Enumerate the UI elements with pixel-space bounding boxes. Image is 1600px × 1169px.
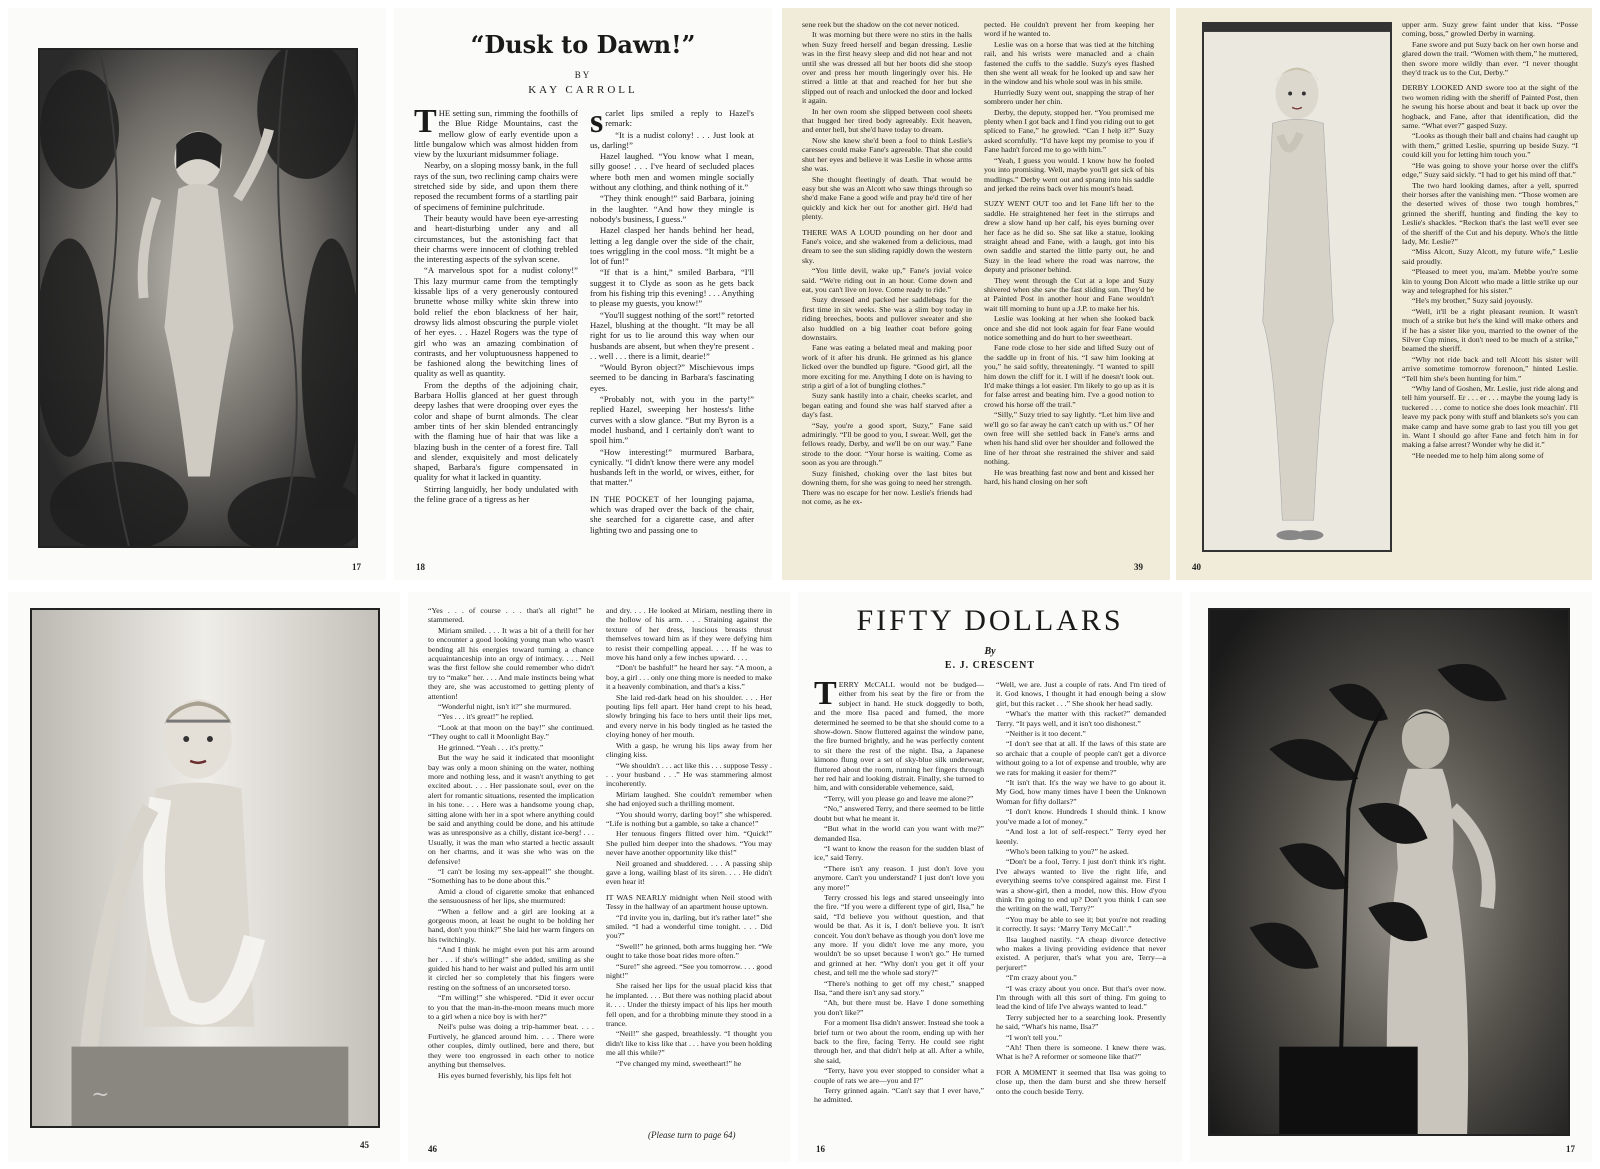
paragraph: “I don't see that at all. If the laws of this state are so archaic that a couple of people can't get a divorce without going to a lot of expense and trouble, why are we rats for making it easier for them?” [996, 739, 1166, 777]
paragraph: “No,” answered Terry, and there seemed to be little doubt but what he meant it. [814, 804, 984, 823]
paragraph: “Silly,” Suzy tried to say lightly. “Let him live and we'll go so far away he can't catch up with us.” Of her own free will she settled back in Fane's arms and when his hand slid over her shoulder and followed the line of her throat she restrained the shiver and said nothing. [984, 410, 1154, 467]
paragraph: “It is a nudist colony! . . . Just look at us, darling!” [590, 129, 754, 150]
paragraph: “You should worry, darling boy!” she whispered. “Life is nothing but a gamble, so take a chance!” [606, 809, 772, 828]
paragraph: Suzy dressed and packed her saddlebags for the first time in six weeks. She was a slim boy today in riding breeches, boots and pullover sweater and she also huddled on a big leather coat before going downstairs. [802, 295, 972, 342]
paragraph: “Yes . . . it's great!” he replied. [438, 712, 534, 722]
paragraph: The two hard looking dames, after a yell, spurred their horses after the vanishing men. “Those women are the deserted wives of those two tough hombres,” grinned the sheriff, hunting and finding the key to Leslie's shackles. “Reckon that's the last we'll ever see of the sheriff of the Cut and his deputy. Who's the little lady, Mr. Leslie?” [1402, 180, 1578, 246]
paragraph: IN THE POCKET of her lounging pajama, which was draped over the back of the chair, she searched for a cigarette case, and after lighting two and passing one to [590, 493, 754, 535]
paragraph: “Miss Alcott, Suzy Alcott, my future wife,” Leslie said proudly. [1402, 247, 1578, 266]
paragraph: Miriam smiled. . . . It was a bit of a thrill for her to encounter a good looking young man who wasn't bending all his energies toward turning a chance acquaintanceship into an orgy of intimacy. . . . Neil was the first fellow she could remember who didn't try to “make” her. . . . And male instincts being what they are, she was accustomed to getting plenty of attention! [428, 625, 594, 701]
paragraph: Fane rode close to her side and lifted Suzy out of the saddle up in front of his. “I saw him looking at you,” he said softly, threateningly. “I wanted to spill him down the cliff for it. I will if he doesn't look out. It'd make things a lot easier. I'm likely to go up as it is for false arrest and beating him. I've a good notion to crowd his horse off the trail.” [984, 343, 1154, 409]
paragraph: “And lost a lot of self-respect.” Terry eyed her keenly. [996, 827, 1166, 846]
paragraph: “Ah, but there must be. Have I done something you don't like?” [814, 998, 984, 1017]
paragraph: Hazel laughed. “You know what I mean, silly goose! . . . I've heard of secluded places where both men and women mingle socially without any clothing, and think nothing of it.” [590, 151, 754, 193]
paragraph: “Terry, have you ever stopped to consider what a couple of rats we are—you and I?” [814, 1066, 984, 1085]
byline-by: By [984, 646, 996, 657]
paragraph: “Would Byron object?” Mischievous imps seemed to be dancing in Barbara's fascinating eyes. [590, 362, 754, 393]
paragraph: His eyes burned feverishly, his lips felt hot [438, 1070, 572, 1080]
paragraph: But the way he said it indicated that moonlight bay was only a moon shining on the water, nothing more and nothing less, and it wasn't anything to get excited about. . . . Her passionate soul, ever on the alert for romantic situations, resented the implication in his tone. . . . Here was a handsome young chap, sitting alone with her in a spot where anything could be said and anything could be done, and his attitude was as unresponsive as a chilly, distant ice-berg! . . . Usually, it was the man who started a hectic assault on her charms, and it was she who was on the defensive! [428, 753, 594, 866]
paragraph: “You'll suggest nothing of the sort!” retorted Hazel, blushing at the thought. “It may be all right for us to lie around this way when our husbands are absent, but when they're present . . . well . . . there is a limit, dearie!” [590, 309, 754, 361]
story-title: FIFTY DOLLARS [856, 604, 1124, 637]
story-title: “Dusk to Dawn!” [470, 30, 696, 59]
paragraph: “Yes . . . of course . . . that's all right!” he stammered. [428, 606, 594, 625]
paragraph: They went through the Cut at a lope and Suzy shivered when she saw the fast sliding sun. They'd be at Painted Post in another hour and Fane wouldn't wait till morning to hunt up a J.P. to make her his. [984, 275, 1154, 313]
paragraph: THE setting sun, rimming the foothills of the Blue Ridge Mountains, cast the mellow glow of early eventide upon a little bungalow which was almost hidden from view by the luxuriant midsummer foliage. [414, 108, 578, 160]
paragraph: “If that is a hint,” smiled Barbara, “I'll suggest it to Clyde as soon as he gets back from his fishing trip this evening! . . . Anything to please my guests, you know!” [590, 267, 754, 309]
paragraph: Neil's pulse was doing a trip-hammer beat. . . . Furtively, he glanced around him. . . . There were other couples, dimly outlined, here and there, but they were too engrossed in each other to notice anything but themselves. [428, 1022, 594, 1070]
paragraph: Fane swore and put Suzy back on her own horse and glared down the trail. “Women with them,” he muttered, then swore more wildly than ever. “I never thought they'd track us to the Cut, Derby.” [1402, 39, 1578, 78]
paragraph: Leslie was on a horse that was tied at the hitching rail, and his wrists were manacled and a chain fastened the cuffs to the saddle. Suzy's eyes flashed then she went all weak for he looked up and saw her in the window and his whole soul was in his smile. [984, 39, 1154, 87]
paragraph: “Ah! Then there is someone. I knew there was. What is he? A reformer or someone like that?” [996, 1043, 1166, 1062]
page-number: 16 [816, 1144, 825, 1154]
article-columns [802, 20, 1154, 555]
paragraph: Derby, the deputy, stopped her. “You promised me plenty when I got back and I find you riding out to get spliced to Fane,” he growled. “Can I help it?” Suzy asked scornfully. “I'd have kept my promise to you if Fane hadn't forced me to go with him.” [984, 107, 1154, 155]
paragraph: Hazel clasped her hands behind her head, letting a leg dangle over the side of the chair, toes wriggling in the cool moss. “It might be a lot of fun!” [590, 225, 754, 267]
paragraph: “A marvelous spot for a nudist colony!” This lazy murmur came from the temptingly kissable lips of a very generously contoured brunette whose milky white skin threw into bold relief the ebon blackness of her hair, drowsy lids almost obscuring the purple violet of her eyes. . . Hazel Rogers was the type of girl who was an amazing combination of contrasts, and her voluptuousness happened to be fashioned along the bewitching lines of quality as well as quantity. [414, 265, 578, 379]
paragraph: “Look at that moon on the bay!” she continued. “They ought to call it Moonlight Bay.” [428, 722, 594, 742]
paragraph: “And I think he might even put his arm around her . . . if she's willing!” she added, smiling as she guided his hand to her waist and pulled his arm until it circled her so completely that his fingers were resting on the softness of an uncorseted torso. [428, 945, 594, 992]
page-16-fifty-dollars [798, 592, 1182, 1162]
paragraph: “I can't be losing my sex-appeal!” she thought. “Something has to be done about this.” [428, 866, 594, 886]
paragraph: SUZY WENT OUT too and let Fane lift her to the saddle. He straightened her feet in the stirrups and drew a slow hand up her calf, his eyes burning over her face as he did so. She sat like a statue, looking straight ahead and Fane, with a laugh, got into his own saddle and started the little party out, he and Suzy in the lead where the road was narrow, the deputy and prisoner behind. [984, 199, 1154, 275]
page-number: 18 [416, 562, 425, 572]
paragraph: Amid a cloud of cigarette smoke that enhanced the sensuousness of her lips, she murmured: [428, 886, 594, 906]
paragraph: “He was going to shove your horse over the cliff's edge,” Suzy said sickly. “I had to get his mind off that.” [1402, 160, 1578, 180]
paragraph: She raised her lips for the usual placid kiss that he implanted. . . . But there was nothing placid about it. . . . Under the thirsty impact of his lips her mouth fell open, and for a throbbing minute they stood in a trance. [606, 981, 772, 1029]
column-1 [1402, 20, 1578, 555]
paragraph: It was morning but there were no stirs in the halls when Suzy freed herself and began dressing. Leslie was in the first heavy sleep and did not hear and not until she was dressed all but her boots did she stoop over and press her mouth lingeringly over his. He stirred a little at that and reached for her but she slipped out of reach and unlocked the door and locked it again. [802, 30, 972, 106]
page-number: 46 [428, 1144, 437, 1154]
paragraph: From the depths of the adjoining chair, Barbara Hollis glanced at her guest through deepy lashes that were drooping over eyes the color and shape of burnt almonds. The clear amber tints of her skin blended entrancingly with the flaming hue of hair that was like a blazing bush in the center of a forest fire. Tall and slender, exquisitely and most delicately shaped, Barbara's figure compensated in quality for what it lacked in quantity. [414, 379, 578, 483]
author-name: E. J. CRESCENT [944, 660, 1036, 671]
page-number: 17 [1566, 1144, 1575, 1154]
byline-by: BY [574, 70, 592, 80]
paragraph: “He's my brother,” Suzy said joyously. [1412, 296, 1533, 306]
paragraph: Stirring languidly, her body undulated with the feline grace of a tigress as her [414, 483, 578, 504]
paragraph: For a moment Ilsa didn't answer. Instead she took a brief turn or two about the room, ending up with her back to the fire, facing Terry. He could see right through her, and that didn't help at all. After a while, she said, [814, 1018, 984, 1065]
column-2 [996, 680, 1166, 1135]
paragraph: “There isn't any reason. I just don't love you anymore. Can't you understand? I just don't love you any more!” [814, 863, 984, 892]
paragraph: and dry. . . . He looked at Miriam, nestling there in the hollow of his arm. . . . Straining against the texture of her dress, luscious breasts thrust themselves toward him as if they were defying him to resist their compelling appeal. . . . If he was to move his hand only a few inches upward. . . . [606, 606, 772, 663]
page-number: 17 [352, 562, 361, 572]
column-2 [984, 20, 1154, 555]
page-40 [1176, 8, 1592, 580]
paragraph: pected. He couldn't prevent her from keeping her word if he wanted to. [984, 20, 1154, 39]
paragraph: Ilsa laughed nastily. “A cheap divorce detective who makes a living providing evidence that never existed. A perjurer, that's what you are, Terry—a perjurer!” [996, 934, 1166, 972]
paragraph: “We shouldn't . . . act like this . . . suppose Tessy . . . your husband . . .” He was stammering almost incoherently. [606, 760, 772, 789]
column-1 [814, 680, 984, 1135]
photo-woman-with-feather-boa [30, 608, 380, 1128]
paragraph: “I want to know the reason for the sudden blast of ice,” said Terry. [814, 843, 984, 863]
paragraph: sene reek but the shadow on the cot never noticed. [802, 20, 960, 29]
paragraph: She laid red-dark head on his shoulder. . . . Her pouting lips fell apart. Her hand crept to his head, slowly bringing his face to hers until their lips met, and every nerve in his body tingled as he tasted the cloying honey of her mouth. [606, 692, 772, 740]
paragraph: “Say, you're a good sport, Suzy,” Fane said admiringly. “I'll be good to you, I swear. Well, get the fellows ready, Derby, and we'll be on our way.” Fane strode to the door. “Your horse is waiting. Come as soon as you are through.” [802, 420, 972, 468]
page-number: 40 [1192, 562, 1201, 572]
paragraph: “You little devil, wake up,” Fane's jovial voice said. “We're riding out in an hour. Come down and eat, you can't live on love. Come ready to ride.” [802, 266, 972, 294]
page-18-dusk-to-dawn [394, 8, 772, 580]
page-45-photo [8, 592, 400, 1162]
article-columns [1402, 20, 1578, 555]
paragraph: “What's the matter with this racket?” demanded Terry. “It pays well, and it isn't too dishonest.” [996, 709, 1166, 728]
svg-text:~: ~ [91, 1082, 110, 1108]
paragraph: “Well, we are. Just a couple of rats. And I'm tired of it. God knows, I thought it had enough being a slow girl, but this racket . . .” She shook her head sadly. [996, 680, 1166, 708]
paragraph: “Swell!” he grinned, both arms hugging her. “We ought to take those boat rides more often.” [606, 941, 772, 961]
paragraph: “Don't be bashful!” he heard her say. “A moon, a boy, a girl . . . only one thing more is needed to make it a heavenly combination, and that's a kiss.” [606, 663, 772, 692]
paragraph: “Pleased to meet you, ma'am. Mebbe you're some kin to young Don Alcott who made a little strike up our way and telegraphed for his sister.” [1402, 267, 1578, 295]
continued-note: (Please turn to page 64) [648, 1130, 736, 1140]
page-number: 39 [1134, 562, 1143, 572]
paragraph: “I won't tell you.” [1006, 1032, 1062, 1042]
paragraph: DERBY LOOKED AND swore too at the sight of the two women riding with the sheriff of Painted Post, then he swung his horse about and beat it back up over the hogback, and Fane, after that identification, did the same. “What ever?” gasped Suzy. [1402, 83, 1578, 131]
column-2 [590, 108, 754, 553]
paragraph: “Well, it'll be a right pleasant reunion. It wasn't much of a strike but he's the kind will make others and if he has a sister like you, married to the owner of the Silver Cup mines, it don't need to be much of a strike,” beamed the sheriff. [1402, 306, 1578, 354]
paragraph: “You may be able to see it; but you're not reading it correctly. It says: ‘Marry Terry McCall’.” [996, 914, 1166, 934]
paragraph: Terry grinned again. “Can't say that I ever have,” he admitted. [814, 1086, 984, 1105]
paragraph: “Who's been talking to you?” he asked. [1006, 846, 1129, 856]
paragraph: “There's nothing to get off my chest,” snapped Ilsa, “and there isn't any sad story.” [814, 978, 984, 997]
paragraph: Leslie was looking at her when she looked back once and she did not look again for fear Fane would notice something and do hurt to her sweetheart. [984, 314, 1154, 342]
column-1 [802, 20, 972, 555]
paragraph: upper arm. Suzy grew faint under that kiss. “Posse coming, boss,” growled Derby in warning. [1402, 20, 1578, 39]
paragraph: “But what in the world can you want with me?” demanded Ilsa. [814, 824, 984, 843]
paragraph: “I'm willing!” she whispered. “Did it ever occur to you that the man-in-the-moon means much more to a girl when a nice boy is with her?” [428, 993, 594, 1022]
paragraph: Her tenuous fingers flitted over him. “Quick!” She pulled him deeper into the shadows. “You may never have another opportunity like this!” [606, 829, 772, 858]
paragraph: “Looks as though their ball and chains had caught up with them,” gritted Leslie, spurring up beside Suzy. “I could kill you for letting him touch you.” [1402, 131, 1578, 160]
article-columns [428, 606, 772, 1126]
paragraph: “Neither is it too decent.” [1006, 729, 1086, 739]
column-2 [606, 606, 772, 1126]
paragraph: “Neil!” she gasped, breathlessly. “I thought you didn't like to kiss like that . . . have you been holding me all this while?” [606, 1029, 772, 1058]
paragraph: Their beauty would have been eye-arresting and heart-disturbing under any and all circumstances, but the astonishing fact that their charms were innocent of clothing trebled the interesting aspects of the sylvan scene. [414, 212, 578, 265]
paragraph: “Probably not, with you in the party!” replied Hazel, sweeping her hostess's lithe curves with a slow glance. “But my Byron is a model husband, and I certainly don't want to spoil him.” [590, 394, 754, 446]
paragraph: “They think enough!” said Barbara, joining in the laughter. “And how they mingle is nobody's business, I guess.” [590, 193, 754, 224]
paragraph: “Sure!” she agreed. “See you tomorrow. . . . good night!” [606, 961, 772, 981]
paragraph: In her own room she slipped between cool sheets that hugged her tired body agreeably. Exit heaven, and enter hell, but she'd have today to dream. [802, 106, 972, 135]
photo-woman-in-foliage [38, 48, 358, 548]
paragraph: He grinned. “Yeah . . . it's pretty.” [438, 742, 544, 752]
author-name: KAY CARROLL [528, 84, 638, 96]
paragraph: scarlet lips smiled a reply to Hazel's remark: [590, 108, 754, 140]
article-columns [414, 108, 754, 553]
page-17-plant-photo [1190, 592, 1592, 1162]
paragraph: Hurriedly Suzy went out, snapping the strap of her sombrero under her chin. [984, 87, 1154, 107]
paragraph: “I was crazy about you once. But that's over now. I'm through with all this sort of thing. I'm going to lead the kind of life I've always wanted to lead.” [996, 983, 1166, 1012]
paragraph: Now she knew she'd been a fool to think Leslie's caresses could make Fane's agreeable. That she could shut her eyes and believe it was Leslie in whose arms she was. [802, 135, 972, 174]
paragraph: Neil groaned and shuddered. . . . A passing ship gave a long, wailing blast of its siren. . . . He didn't even hear it! [606, 858, 772, 887]
paragraph: “I don't know. Hundreds I should think. I know you've made a lot of money.” [996, 807, 1166, 826]
paragraph: “I've changed my mind, sweetheart!” he [616, 1058, 742, 1068]
paragraph: THERE WAS A LOUD pounding on her door and Fane's voice, and she wakened from a delicious, mad dream to see the sun sliding rapidly down the western sky. [802, 227, 972, 265]
paragraph: FOR A MOMENT it seemed that Ilsa was going to close up, then the dam burst and she threw herself onto the couch beside Terry. [996, 1067, 1166, 1096]
paragraph: “Yeah, I guess you would. I know how he fooled you into promising. Well, maybe you'll get sick of his mudlings.” Derby went out and sprang into his saddle and jerked the reins back over his mount's head. [984, 155, 1154, 193]
paragraph: “When a fellow and a girl are looking at a gorgeous moon, at least he ought to be holding her hand, don't you think?” She laid her warm fingers on his twitchingly. [428, 906, 594, 944]
paragraph: Fane was eating a belated meal and making poor work of it after his drunk. He grinned as his glance licked over the bundled up figure. “Good girl, all the more exciting for me. Anything I dote on is having to strip a girl of a lot of bungling clothes.” [802, 343, 972, 391]
paragraph: Nearby, on a sloping mossy bank, in the full rays of the sun, two reclining camp chairs were stretched side by side, and upon them there reposed the recumbent forms of a startling pair of specimens of feminine pulchritude. [414, 160, 578, 212]
paragraph: “Why not ride back and tell Alcott his sister will arrive sometime tomorrow forenoon,” hinted Leslie. “Tell him she's been hunting for him.” [1402, 354, 1578, 383]
paragraph: “Why land of Goshen, Mr. Leslie, just ride along and tell him yourself. Er . . . er . . . maybe the young lady is tuckered . . . come to notice she does look meachin'. I'll leave my pack pony with stuff and blankets so's you can make camp and have some grab to last you till you get in. Want I should go after Fane and fetch him in for making a false arrest? Wonder why he did it.” [1402, 384, 1578, 450]
paragraph: Suzy sank hastily into a chair, cheeks scarlet, and began eating and found she was half starved after a day's fast. [802, 391, 972, 420]
page-number: 45 [360, 1140, 369, 1150]
paragraph: Terry crossed his legs and stared unseeingly into the fire. “If you were a different type of girl, Ilsa,” he said, “I'd believe you without question, and that would be that. As it is, I don't believe you. It isn't conceit. You don't behave as though you don't love me any more. If you didn't love me any more, you wouldn't be so upset because I won't go.” He turned and grinned at her. “Why don't you get it off your chest, and tell me the whole sad story?” [814, 892, 984, 978]
column-1 [428, 606, 594, 1126]
paragraph: “It isn't that. It's the way we have to go about it. My God, how many times have I been the Unknown Woman for fifty dollars?” [996, 778, 1166, 806]
photo-woman-behind-plant [1208, 608, 1570, 1136]
paragraph: “I'm crazy about you.” [1006, 973, 1077, 983]
paragraph: Terry subjected her to a searching look. Presently he said, “What's his name, Ilsa?” [996, 1012, 1166, 1032]
paragraph: “I'd invite you in, darling, but it's rather late!” she smiled. “I had a wonderful time tonight. . . . Did you?” [606, 912, 772, 941]
paragraph: “Wonderful night, isn't it?” she murmured. [438, 702, 572, 712]
paragraph: Suzy finished, choking over the last bites but downing them, for she was going to need her strength. There was no escape for her now. Leslie's friends had not come, as he ex- [802, 468, 972, 506]
paragraph: With a gasp, he wrung his lips away from her clinging kiss. [606, 740, 772, 760]
paragraph: “How interesting!” murmured Barbara, cynically. “I didn't know there were any model husbands left in the world, or wives, either, for that matter.” [590, 446, 754, 488]
paragraph: She thought fleetingly of death. That would be easy but she was an Alcott who saw things through so she'd make Fane a good wife and pray he'd tire of her quickly and kick her out for another girl. He'd had plenty. [802, 174, 972, 222]
paragraph: “He needed me to help him along some of [1412, 450, 1544, 460]
photo-blonde-woman [1202, 22, 1392, 552]
paragraph: “Terry, will you please go and leave me alone?” [824, 793, 974, 803]
column-1 [414, 108, 578, 553]
paragraph: TERRY McCALL would not be budged—either from his seat by the fire or from the subject in hand. He stuck doggedly to both, and the more Ilsa paced and fumed, the more determined he seemed to be that she should come to a show-down. Snow fluttered against the window pane, the fire burned brightly, and he was perfectly content to sit there the rest of the night. Ilsa, a Japanese kimono flung over a set of sky-blue silk underwear, fluttered about the room, running her fingers through her red hair and looking distrait. Finally, she turned to him, and with considerable vehemence, said, [814, 680, 984, 793]
page-46 [408, 592, 790, 1162]
paragraph: He was breathing fast now and bent and kissed her hard, his hand closing on her soft [984, 467, 1154, 487]
paragraph: “Don't be a fool, Terry. I just don't think it's right. I've always wanted to live the right life, and everything seems to've conspired against me. First I was a show-girl, then a model, now this. How d'you think I'm going to end up? Don't you think I can see the writing on the wall, Terry?” [996, 857, 1166, 914]
page-39 [782, 8, 1170, 580]
page-17-photo [8, 8, 386, 580]
paragraph: IT WAS NEARLY midnight when Neil stood with Tessy in the hallway of an apartment house uptown. [606, 892, 772, 912]
paragraph: Miriam laughed. She couldn't remember when she had enjoyed such a thrilling moment. [606, 789, 772, 809]
article-columns [814, 680, 1166, 1135]
